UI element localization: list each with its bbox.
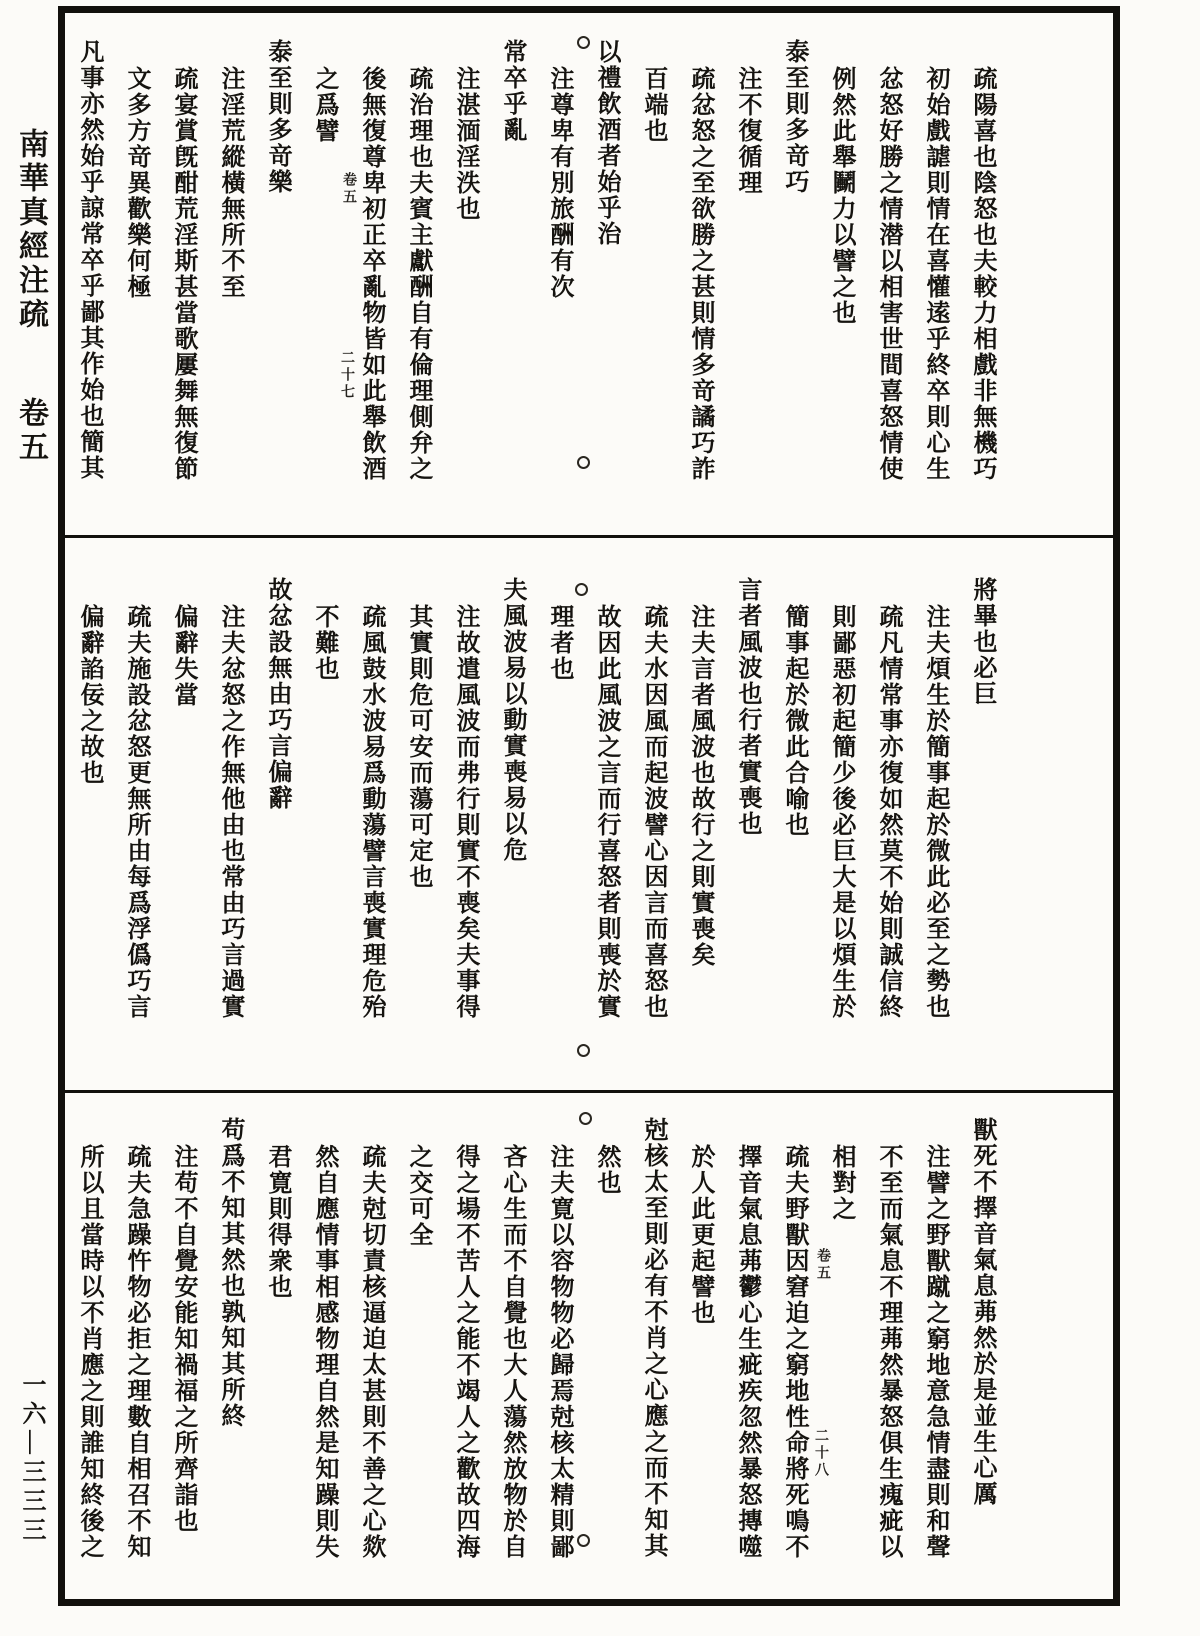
folio-note-fascicle: 卷五 (341, 172, 356, 206)
text-column: 故忿設無由巧言偏辭 (264, 577, 290, 811)
band-middle-columns (65, 538, 1061, 1090)
text-column: 後無復尊卑初正卒亂物皆如此舉飲酒 (358, 66, 384, 482)
text-band-bottom (65, 1093, 1113, 1636)
text-column: 相對之 (828, 1144, 854, 1222)
text-column: 常卒乎亂 (499, 39, 525, 143)
text-column: 偏辭諂佞之故也 (76, 604, 102, 786)
text-column: 然也 (593, 1144, 619, 1196)
text-column: 擇音氣息茀鬱心生疵疾忽然暴怒摶噬 (734, 1144, 760, 1560)
text-column: 例然此舉鬭力以譬之也 (828, 66, 854, 326)
text-column: 偏辭失當 (170, 604, 196, 708)
text-column: 疏夫野獸因窘迫之窮地性命將死鳴不 (781, 1144, 807, 1560)
text-column: 疏陽喜也陰怒也夫較力相戲非無機巧 (969, 66, 995, 482)
text-column: 注譬之野獸蹴之窮地意急情盡則和聲 (922, 1144, 948, 1560)
text-column: 疏治理也夫賓主獻酬自有倫理側弁之 (405, 66, 431, 482)
text-column: 疏夫施設忿怒更無所由每爲浮僞巧言 (123, 604, 149, 1020)
text-column: 百端也 (640, 66, 666, 144)
text-column: 疏夫急躁忤物必拒之理數自相召不知 (123, 1144, 149, 1560)
text-column: 理者也 (546, 604, 572, 682)
text-column: 文多方竒異歡樂何極 (123, 66, 149, 300)
text-column: 注淫荒縱橫無所不至 (217, 66, 243, 300)
text-column: 注不復循理 (734, 66, 760, 196)
text-column: 於人此更起譬也 (687, 1144, 713, 1326)
band-top-columns (65, 13, 1061, 535)
text-column: 注夫寛以容物物必歸焉尅核太精則鄙 (546, 1144, 572, 1560)
text-column: 言者風波也行者實喪也 (734, 577, 760, 837)
centerfold-circle (577, 1534, 590, 1547)
text-column: 注夫言者風波也故行之則實喪矣 (687, 604, 713, 968)
text-column: 初始戲謔則情在喜懽逺乎終卒則心生 (922, 66, 948, 482)
band-bottom-columns (65, 1093, 1061, 1636)
text-column: 注湛湎淫泆也 (452, 66, 478, 222)
text-column: 獸死不擇音氣息茀然於是並生心厲 (969, 1117, 995, 1507)
centerfold-circle (577, 1044, 590, 1057)
text-column: 之交可全 (405, 1144, 431, 1248)
folio-note-fascicle: 卷五 (815, 1248, 830, 1282)
text-column: 疏忿怒之至欲勝之甚則情多竒譎巧詐 (687, 66, 713, 482)
text-column: 疏夫尅切責核逼迫太甚則不善之心欻 (358, 1144, 384, 1560)
text-column: 夫風波易以動實喪易以危 (499, 577, 525, 863)
text-column: 苟爲不知其然也孰知其所終 (217, 1117, 243, 1429)
text-column: 君寛則得衆也 (264, 1144, 290, 1300)
text-column: 忿怒好勝之情潜以相害世間喜怒情使 (875, 66, 901, 482)
text-column: 疏宴賞旣酣荒淫斯甚當歌屢舞無復節 (170, 66, 196, 482)
text-column: 疏夫水因風而起波譬心因言而喜怒也 (640, 604, 666, 1020)
text-column: 疏凡情常事亦復如然莫不始則誠信終 (875, 604, 901, 1020)
centerfold-circle (577, 456, 590, 469)
text-column: 以禮飲酒者始乎治 (593, 39, 619, 247)
text-column: 注尊卑有別旅酬有次 (546, 66, 572, 300)
text-column: 泰至則多竒樂 (264, 39, 290, 195)
text-column: 故因此風波之言而行喜怒者則喪於實 (593, 604, 619, 1020)
text-column: 將畢也必巨 (969, 577, 995, 707)
text-column: 然自應情事相感物理自然是知躁則失 (311, 1144, 337, 1560)
text-column: 泰至則多竒巧 (781, 39, 807, 195)
text-column: 注故遣風波而弗行則實不喪矣夫事得 (452, 604, 478, 1020)
page-number: 一六—三三三 (18, 1372, 44, 1546)
margin-title (8, 128, 52, 465)
text-column: 尅核太至則必有不肖之心應之而不知其 (640, 1117, 666, 1559)
text-column: 得之場不苦人之能不竭人之歡故四海 (452, 1144, 478, 1560)
text-column: 凡事亦然始乎諒常卒乎鄙其作始也簡其 (76, 39, 102, 481)
text-column: 所以且當時以不肖應之則誰知終後之 (76, 1144, 102, 1560)
text-column: 吝心生而不自覺也大人蕩然放物於自 (499, 1144, 525, 1560)
text-column: 不難也 (311, 604, 337, 682)
text-column: 則鄙惡初起簡少後必巨大是以煩生於 (828, 604, 854, 1020)
page-frame (58, 6, 1120, 1606)
folio-note-leaf: 二十七 (339, 350, 354, 401)
folio-note-leaf: 二十八 (813, 1428, 828, 1479)
text-column: 注夫忿怒之作無他由也常由巧言過實 (217, 604, 243, 1020)
text-column: 其實則危可安而蕩可定也 (405, 604, 431, 890)
text-band-top (65, 13, 1113, 535)
centerfold-circle (579, 1112, 592, 1125)
book-title: 南華真經注疏 (14, 128, 47, 332)
text-column: 注苟不自覺安能知禍福之所齊詣也 (170, 1144, 196, 1534)
text-column: 簡事起於微此合喻也 (781, 604, 807, 838)
text-band-middle (65, 538, 1113, 1090)
fascicle-label: 卷五 (14, 397, 47, 465)
centerfold-circle (577, 36, 590, 49)
centerfold-circle (575, 583, 588, 596)
text-column: 疏風鼓水波易爲動蕩譬言喪實理危殆 (358, 604, 384, 1020)
text-column: 不至而氣息不理茀然暴怒俱生瘣疵以 (875, 1144, 901, 1560)
text-column: 之爲譬 (311, 66, 337, 144)
text-column: 注夫煩生於簡事起於微此必至之勢也 (922, 604, 948, 1020)
